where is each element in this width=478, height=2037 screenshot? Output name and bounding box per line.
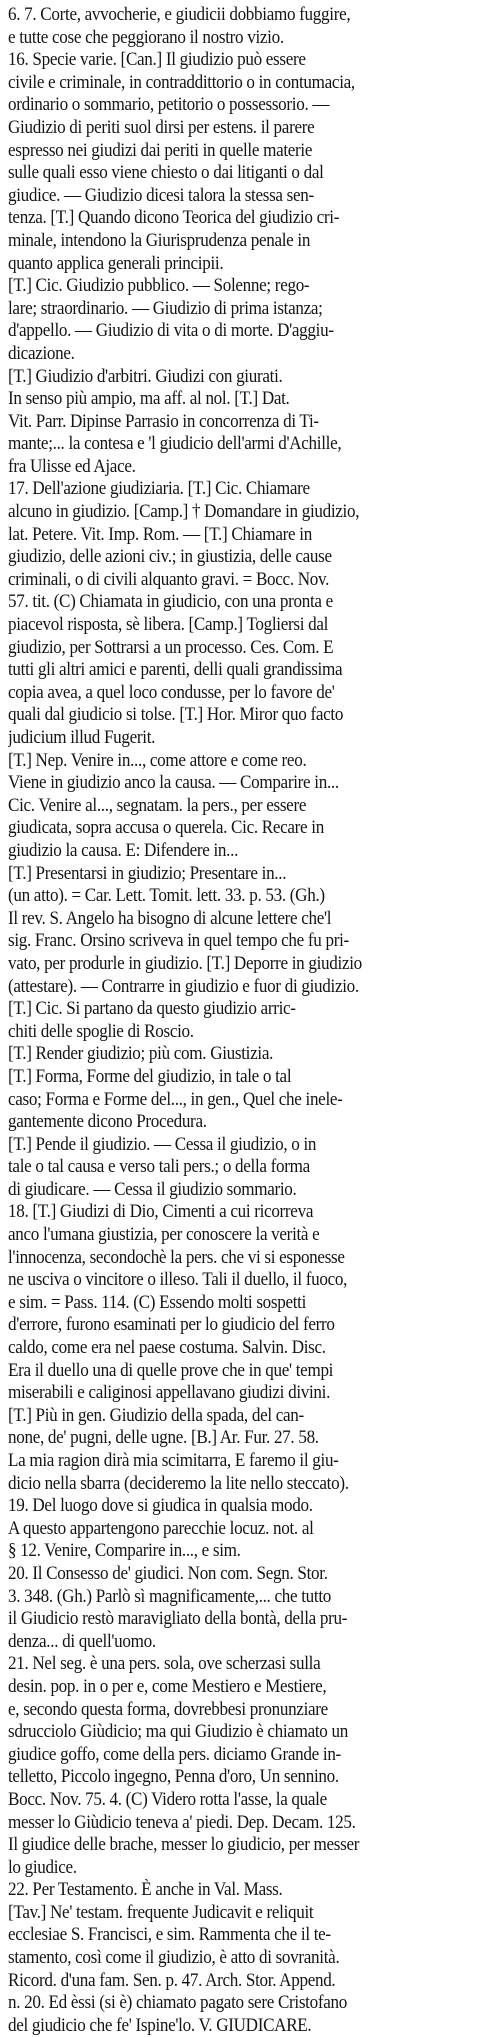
- text-line: 20. Il Consesso de' giudici. Non com. Segn. Stor.: [8, 1562, 328, 1584]
- text-line: 18. [T.] Giudizi di Dio, Cimenti a cui ricorreva: [8, 1201, 314, 1223]
- text-line: telletto, Piccolo ingegno, Penna d'oro, Un sennino.: [8, 1766, 339, 1788]
- text-line: Ricord. d'una fam. Sen. p. 47. Arch. Stor. Append.: [8, 1969, 336, 1991]
- text-line: sdrucciolo Giùdicio; ma qui Giudizio è chiamato un: [8, 1721, 348, 1743]
- text-line: tale o tal causa e verso tali pers.; o della forma: [8, 1156, 310, 1178]
- text-line: Il rev. S. Angelo ha bisogno di alcune lettere che'l: [8, 907, 332, 929]
- text-line: e, secondo questa forma, dovrebbesi pronunziare: [8, 1698, 328, 1720]
- text-line: e tutte cose che peggiorano il nostro vizio.: [8, 26, 284, 48]
- text-line: none, de' pugni, delle ugne. [B.] Ar. Fur. 27. 58.: [8, 1427, 319, 1449]
- text-line: n. 20. Ed èssi (si è) chiamato pagato sere Cristofano: [8, 1992, 347, 2014]
- text-line: (attestare). — Contrarre in giudizio e fuor di giudizio.: [8, 975, 359, 997]
- text-line: [T.] Più in gen. Giudizio della spada, del can-: [8, 1404, 304, 1426]
- text-line: ordinario o sommario, petitorio o possessorio. —: [8, 94, 330, 116]
- text-line: A questo appartengono parecchie locuz. not. al: [8, 1517, 314, 1539]
- text-line: copia avea, a quel loco condusse, per lo favore de': [8, 681, 335, 703]
- text-line: mante;... la contesa e 'l giudicio dell'armi d'Achille,: [8, 433, 342, 455]
- text-line: Vit. Parr. Dipinse Parrasio in concorrenza di Ti-: [8, 410, 319, 432]
- text-line: [T.] Cic. Giudizio pubblico. — Solenne; rego-: [8, 275, 310, 297]
- text-line: criminali, o di civili alquanto gravi. = Bocc. Nov.: [8, 568, 330, 590]
- text-line: giudice. — Giudizio dicesi talora la stessa sen-: [8, 184, 314, 206]
- text-line: alcuno in giudizio. [Camp.] † Domandare in giudizio,: [8, 501, 360, 523]
- text-line: chiti delle spoglie di Roscio.: [8, 1020, 194, 1042]
- text-line: [Tav.] Ne' testam. frequente Judicavit e reliquit: [8, 1901, 314, 1923]
- text-line: giudizio, per Sottrarsi a un processo. Ces. Com. E: [8, 636, 334, 658]
- text-line: Il giudice delle brache, messer lo giudicio, per messer: [8, 1834, 360, 1856]
- text-line: 22. Per Testamento. È anche in Val. Mass.: [8, 1879, 283, 1901]
- text-line: 6. 7. Corte, avvocherie, e giudicii dobbiamo fuggire,: [8, 4, 351, 25]
- text-line: quanto applica generali principii.: [8, 252, 224, 274]
- text-line: In senso più ampio, ma aff. al nol. [T.] Dat.: [8, 388, 290, 410]
- text-line: piacevol risposta, sè libera. [Camp.] Togliersi dal: [8, 614, 329, 636]
- text-line: La mia ragion dirà mia scimitarra, E faremo il giu-: [8, 1450, 339, 1471]
- text-line: del giudicio che fe' Ispine'lo. V. GIUDICARE.: [8, 2014, 312, 2036]
- text-line: anco l'umana giustizia, per conoscere la verità e: [8, 1224, 320, 1246]
- text-line: lat. Petere. Vit. Imp. Rom. — [T.] Chiamare in: [8, 523, 312, 545]
- text-line: [T.] Cic. Si partano da questo giudizio arric-: [8, 998, 296, 1020]
- text-line: Giudizio di periti suol dirsi per estens. il parere: [8, 116, 315, 138]
- text-line: 57. tit. (C) Chiamata in giudicio, con una pronta e: [8, 591, 333, 613]
- text-line: Cic. Venire al..., segnatam. la pers., per essere: [8, 794, 307, 816]
- text-line: desin. pop. in o per e, come Mestiero e Mestiere,: [8, 1675, 327, 1697]
- text-line: tutti gli altri amici e parenti, delli quali grandissima: [8, 659, 343, 681]
- text-line: [T.] Presentarsi in giudizio; Presentare in...: [8, 862, 287, 884]
- text-line: [T.] Render giudizio; più com. Giustizia.: [8, 1043, 274, 1065]
- text-line: d'appello. — Giudizio di vita o di morte. D'aggiu-: [8, 320, 334, 342]
- text-line: di giudicare. — Cessa il giudizio sommario.: [8, 1178, 297, 1200]
- text-line: caso; Forma e Forme del..., in gen., Quel che inele-: [8, 1088, 343, 1110]
- text-line: giudizio la causa. E: Difendere in...: [8, 839, 239, 861]
- text-line: denza... di quell'uomo.: [8, 1630, 156, 1652]
- text-line: lo giudice.: [8, 1856, 77, 1878]
- text-line: (un atto). = Car. Lett. Tomit. lett. 33. p. 53. (Gh.): [8, 885, 325, 907]
- text-line: [T.] Pende il giudizio. — Cessa il giudizio, o in: [8, 1133, 317, 1155]
- text-line: sulle quali esso viene chiesto o dai litiganti o dal: [8, 162, 324, 184]
- text-line: sig. Franc. Orsino scriveva in quel tempo che fu pri-: [8, 930, 349, 952]
- text-line: messer lo Giùdicio teneva a' piedi. Dep. Decam. 125.: [8, 1811, 356, 1833]
- text-line: 17. Dell'azione giudiziaria. [T.] Cic. Chiamare: [8, 478, 310, 500]
- text-line: giudice goffo, come della pers. diciamo Grande in-: [8, 1743, 341, 1765]
- text-line: fra Ulisse ed Ajace.: [8, 455, 136, 477]
- text-line: d'errore, furono esaminati per lo giudicio del ferro: [8, 1314, 335, 1336]
- text-line: dicio nella sbarra (decideremo la lite nello steccato).: [8, 1472, 349, 1494]
- text-line: vato, per produrle in giudizio. [T.] Deporre in giudizio: [8, 952, 362, 974]
- text-line: [T.] Giudizio d'arbitri. Giudizi con giurati.: [8, 365, 283, 387]
- text-line: 16. Specie varie. [Can.] Il giudizio può essere: [8, 49, 306, 71]
- text-line: quali dal giudicio si tolse. [T.] Hor. Miror quo facto: [8, 704, 344, 726]
- text-line: lare; straordinario. — Giudizio di prima istanza;: [8, 297, 323, 319]
- text-line: Viene in giudizio anco la causa. — Comparire in...: [8, 772, 339, 794]
- text-line: ne usciva o vincitore o illeso. Tali il duello, il fuoco,: [8, 1269, 348, 1291]
- text-line: civile e criminale, in contraddittorio o in contumacia,: [8, 71, 355, 93]
- text-line: miserabili e caliginosi appellavano giudizi divini.: [8, 1382, 331, 1404]
- text-line: giudicata, sopra accusa o querela. Cic. Recare in: [8, 817, 324, 839]
- text-line: Era il duello una di quelle prove che in que' tempi: [8, 1359, 334, 1381]
- text-line: 19. Del luogo dove si giudica in qualsia modo.: [8, 1495, 313, 1517]
- text-line: [T.] Forma, Forme del giudizio, in tale o tal: [8, 1065, 292, 1087]
- text-line: dicazione.: [8, 342, 75, 364]
- text-line: 3. 348. (Gh.) Parlò sì magnificamente,... che tutto: [8, 1585, 332, 1607]
- text-line: e sim. = Pass. 114. (C) Essendo molti sospetti: [8, 1291, 307, 1313]
- text-line: espresso nei giudizi dai periti in quelle materie: [8, 139, 313, 161]
- text-line: § 12. Venire, Comparire in..., e sim.: [8, 1540, 241, 1562]
- text-line: minale, intendono la Giurisprudenza penale in: [8, 229, 311, 251]
- text-line: l'innocenza, secondochè la pers. che vi si esponesse: [8, 1246, 345, 1268]
- text-line: giudizio, delle azioni civ.; in giustizia, delle cause: [8, 546, 332, 568]
- text-line: [T.] Nep. Venire in..., come attore e come reo.: [8, 749, 307, 771]
- text-line: stamento, così come il giudizio, è atto di sovranità.: [8, 1947, 340, 1969]
- text-line: judicium illud Fugerit.: [8, 727, 156, 748]
- text-line: caldo, come era nel paese costuma. Salvin. Disc.: [8, 1337, 326, 1359]
- text-line: ecclesiae S. Francisci, e sim. Rammenta che il te-: [8, 1924, 331, 1946]
- text-line: tenza. [T.] Quando dicono Teorica del giudizio cri-: [8, 207, 340, 229]
- text-line: il Giudicio restò maravigliato della bontà, della pru-: [8, 1608, 348, 1630]
- text-line: gantemente dicono Procedura.: [8, 1111, 207, 1133]
- text-line: Bocc. Nov. 75. 4. (C) Videro rotta l'asse, la quale: [8, 1788, 327, 1810]
- text-line: 21. Nel seg. è una pers. sola, ove scherzasi sulla: [8, 1653, 321, 1675]
